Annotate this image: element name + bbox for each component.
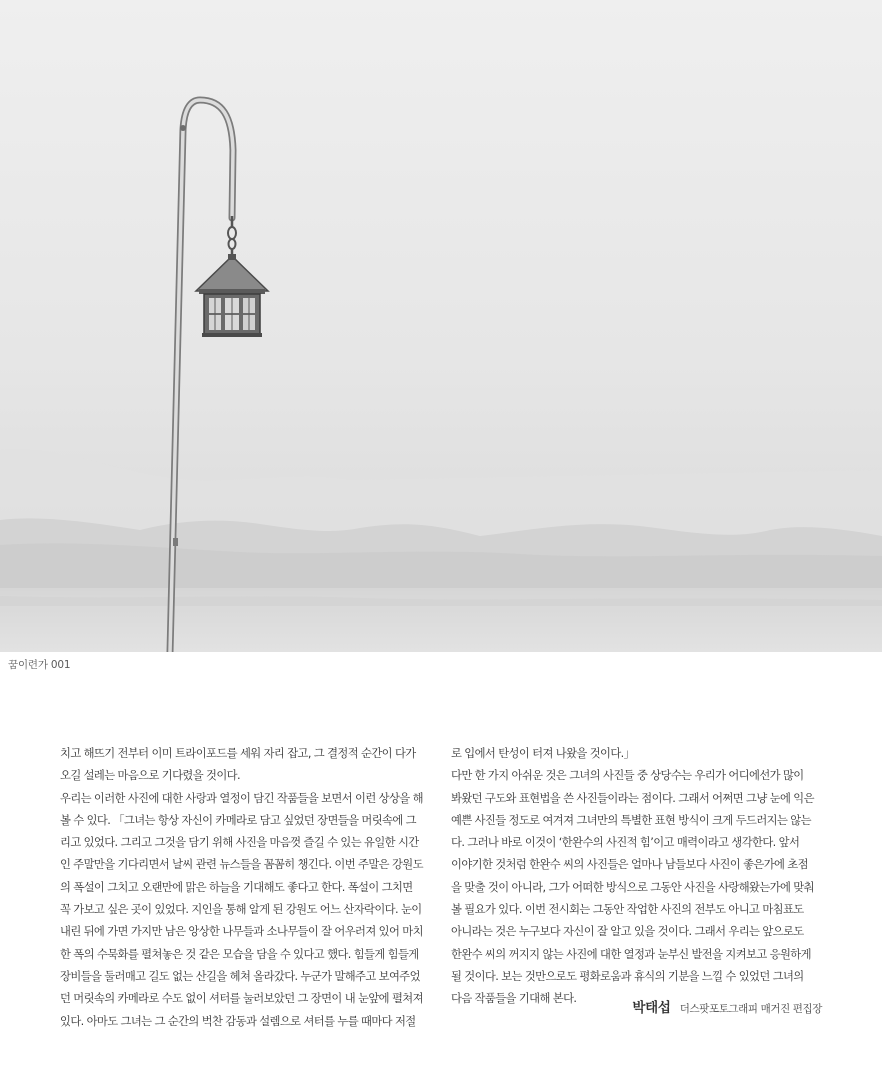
text-line: 의 폭설이 그치고 오랜만에 맑은 하늘을 기대해도 좋다고 한다. 폭설이 그치면 bbox=[60, 880, 413, 894]
text-line: 한 폭의 수묵화를 펼쳐놓은 것 같은 모습을 담을 수 있다고 했다. 힘들게 힘들게 bbox=[60, 947, 419, 961]
text-line: 치고 해뜨기 전부터 이미 트라이포드를 세워 자리 잡고, 그 결정적 순간이 다가 bbox=[60, 747, 416, 760]
text-line: 우리는 이러한 사진에 대한 사랑과 열정이 담긴 작품들을 보면서 이런 상상을 해 bbox=[60, 791, 423, 805]
text-line: 다. 그러나 바로 이것이 ‘한완수의 사진적 힘’이고 매력이라고 생각한다. 앞서 bbox=[451, 836, 800, 850]
article-left-column bbox=[60, 743, 432, 1033]
text-line: 예쁜 사진들 정도로 여겨져 그녀만의 특별한 표현 방식이 크게 두드러지는 않는 bbox=[451, 813, 811, 827]
text-line: 있다. 아마도 그녀는 그 순간의 벅찬 감동과 설렘으로 셔터를 누를 때마다 저절 bbox=[60, 1014, 416, 1028]
photo-caption: 꿈이련가 001 bbox=[8, 659, 71, 671]
text-line: 다만 한 가지 아쉬운 것은 그녀의 사진들 중 상당수는 우리가 어디에선가 많이 bbox=[451, 769, 804, 783]
text-line: 오길 설레는 마음으로 기다렸을 것이다. bbox=[60, 769, 240, 783]
author-name: 박태섭 bbox=[632, 1000, 671, 1016]
text-line: 을 맞출 것이 아니라, 그가 어떠한 방식으로 그동안 사진을 사랑해왔는가에 맞춰 bbox=[451, 880, 814, 894]
text-line: 볼 필요가 있다. 이번 전시회는 그동안 작업한 사진의 전부도 아니고 마침표도 bbox=[451, 903, 804, 917]
text-line: 볼 수 있다. 「그녀는 항상 자신이 카메라로 담고 싶었던 장면들을 머릿속에 그 bbox=[60, 813, 416, 827]
article-right-column bbox=[451, 743, 823, 1011]
text-line: 던 머릿속의 카메라로 수도 없이 셔터를 눌러보았던 그 장면이 내 눈앞에 펼쳐져 bbox=[60, 992, 423, 1006]
text-line: 봐왔던 구도와 표현법을 쓴 사진들이라는 점이다. 그래서 어쩌면 그냥 눈에 익은 bbox=[451, 791, 814, 805]
text-line: 될 것이다. 보는 것만으로도 평화로움과 휴식의 기분을 느낄 수 있었던 그녀의 bbox=[451, 969, 804, 983]
text-line: 인 주말만을 기다리면서 날씨 관련 뉴스들을 꼼꼼히 챙긴다. 이번 주말은 강원도 bbox=[60, 858, 423, 872]
text-line: 한완수 씨의 꺼지지 않는 사진에 대한 열정과 눈부신 발전을 지켜보고 응원하게 bbox=[451, 947, 811, 961]
text-line: 리고 있었다. 그리고 그것을 담기 위해 사진을 마음껏 즐길 수 있는 유일한 시간 bbox=[60, 836, 419, 850]
text-line: 아니라는 것은 누구보다 자신이 잘 알고 있을 것이다. 그래서 우리는 앞으로도 bbox=[451, 925, 804, 939]
text-line: 내린 뒤에 가면 가지만 남은 앙상한 나무들과 소나무들이 잘 어우러져 있어 마치 bbox=[60, 925, 423, 939]
text-line: 꼭 가보고 싶은 곳이 있었다. 지인을 통해 알게 된 강원도 어느 산자락이다. 눈이 bbox=[60, 903, 422, 917]
text-line: 장비들을 둘러매고 길도 없는 산길을 헤쳐 올라갔다. 누군가 말해주고 보여주었 bbox=[60, 969, 420, 983]
author-signature bbox=[632, 996, 822, 1016]
author-role: 더스팟포토그래피 매거진 편집장 bbox=[679, 1003, 822, 1015]
text-line: 로 입에서 탄성이 터져 나왔을 것이다.」 bbox=[451, 747, 635, 760]
text-line: 다음 작품들을 기대해 본다. bbox=[451, 992, 577, 1006]
text-line: 이야기한 것처럼 한완수 씨의 사진들은 얼마나 남들보다 사진이 좋은가에 초점 bbox=[451, 858, 808, 872]
